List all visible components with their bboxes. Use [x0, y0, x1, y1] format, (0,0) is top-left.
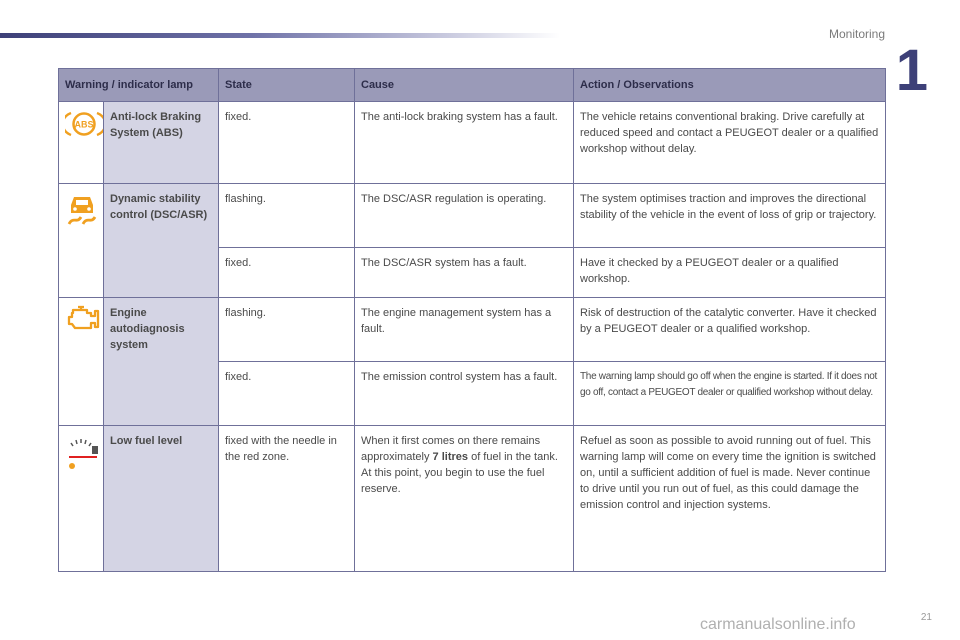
abs-icon-cell — [59, 102, 104, 184]
cause-fuel-pre: When it first comes on there remains approximately — [361, 435, 541, 463]
cause-fuel — [355, 426, 574, 572]
fuel-icon-cell — [59, 426, 104, 572]
state-dsc-2: fixed. — [219, 248, 355, 298]
state-engine-2: fixed. — [219, 362, 355, 426]
abs-warning-icon — [65, 109, 103, 139]
table-row-dsc-flashing — [59, 184, 886, 248]
state-engine-1: flashing. — [219, 298, 355, 362]
cause-engine-2: The emission control system has a fault. — [355, 362, 574, 426]
watermark-text: carmanualsonline.info — [700, 616, 856, 633]
col-header-state: State — [219, 69, 355, 102]
chapter-number: 1 — [895, 38, 928, 103]
cause-dsc-1: The DSC/ASR regulation is operating. — [355, 184, 574, 248]
action-dsc-2: Have it checked by a PEUGEOT dealer or a qualified workshop. — [574, 248, 886, 298]
action-fuel: Refuel as soon as possible to avoid running out of fuel. This warning lamp will come on every time the ignition is switched on, until a sufficient addition of fuel is made. Never continue to drive until you run out of fuel, as this could damage the emission control and injection systems. — [574, 426, 886, 572]
state-dsc-1: flashing. — [219, 184, 355, 248]
abs-icon-label: ABS — [74, 119, 94, 130]
engine-icon-cell — [59, 298, 104, 426]
cause-dsc-2: The DSC/ASR system has a fault. — [355, 248, 574, 298]
top-gradient-bar — [0, 33, 560, 38]
dsc-skid-car-icon — [65, 191, 99, 227]
lamp-name-dsc: Dynamic stability control (DSC/ASR) — [104, 184, 219, 298]
table-header-row — [59, 69, 886, 102]
action-abs: The vehicle retains conventional braking. Drive carefully at reduced speed and contact a PEUGEOT dealer or a qualified workshop without delay. — [574, 102, 886, 184]
lamp-name-fuel: Low fuel level — [104, 426, 219, 572]
action-engine-1: Risk of destruction of the catalytic converter. Have it checked by a PEUGEOT dealer or a qualified workshop. — [574, 298, 886, 362]
page-number: 21 — [920, 612, 932, 623]
col-header-action: Action / Observations — [574, 69, 886, 102]
table-row-abs — [59, 102, 886, 184]
action-dsc-1: The system optimises traction and improves the directional stability of the vehicle in the event of loss of grip or trajectory. — [574, 184, 886, 248]
lamp-name-engine: Engine autodiagnosis system — [104, 298, 219, 426]
dsc-icon-cell — [59, 184, 104, 298]
fuel-gauge-icon — [65, 433, 101, 473]
table-row-engine-flashing — [59, 298, 886, 362]
col-header-lamp: Warning / indicator lamp — [59, 69, 219, 102]
section-title: Monitoring — [828, 27, 885, 41]
cause-engine-1: The engine management system has a fault. — [355, 298, 574, 362]
state-abs: fixed. — [219, 102, 355, 184]
action-engine-2: The warning lamp should go off when the engine is started. If it does not go off, contact a PEUGEOT dealer or qualified workshop without delay. — [574, 362, 886, 426]
engine-check-icon — [65, 305, 101, 333]
cause-fuel-bold: 7 litres — [432, 451, 469, 463]
cause-fuel-post: of fuel in the tank. At this point, you begin to use the fuel reserve. — [361, 451, 558, 495]
col-header-cause: Cause — [355, 69, 574, 102]
table-row-fuel — [59, 426, 886, 572]
cause-abs: The anti-lock braking system has a fault. — [355, 102, 574, 184]
warning-lamps-table — [58, 68, 886, 572]
state-fuel: fixed with the needle in the red zone. — [219, 426, 355, 572]
lamp-name-abs: Anti-lock Braking System (ABS) — [104, 102, 219, 184]
